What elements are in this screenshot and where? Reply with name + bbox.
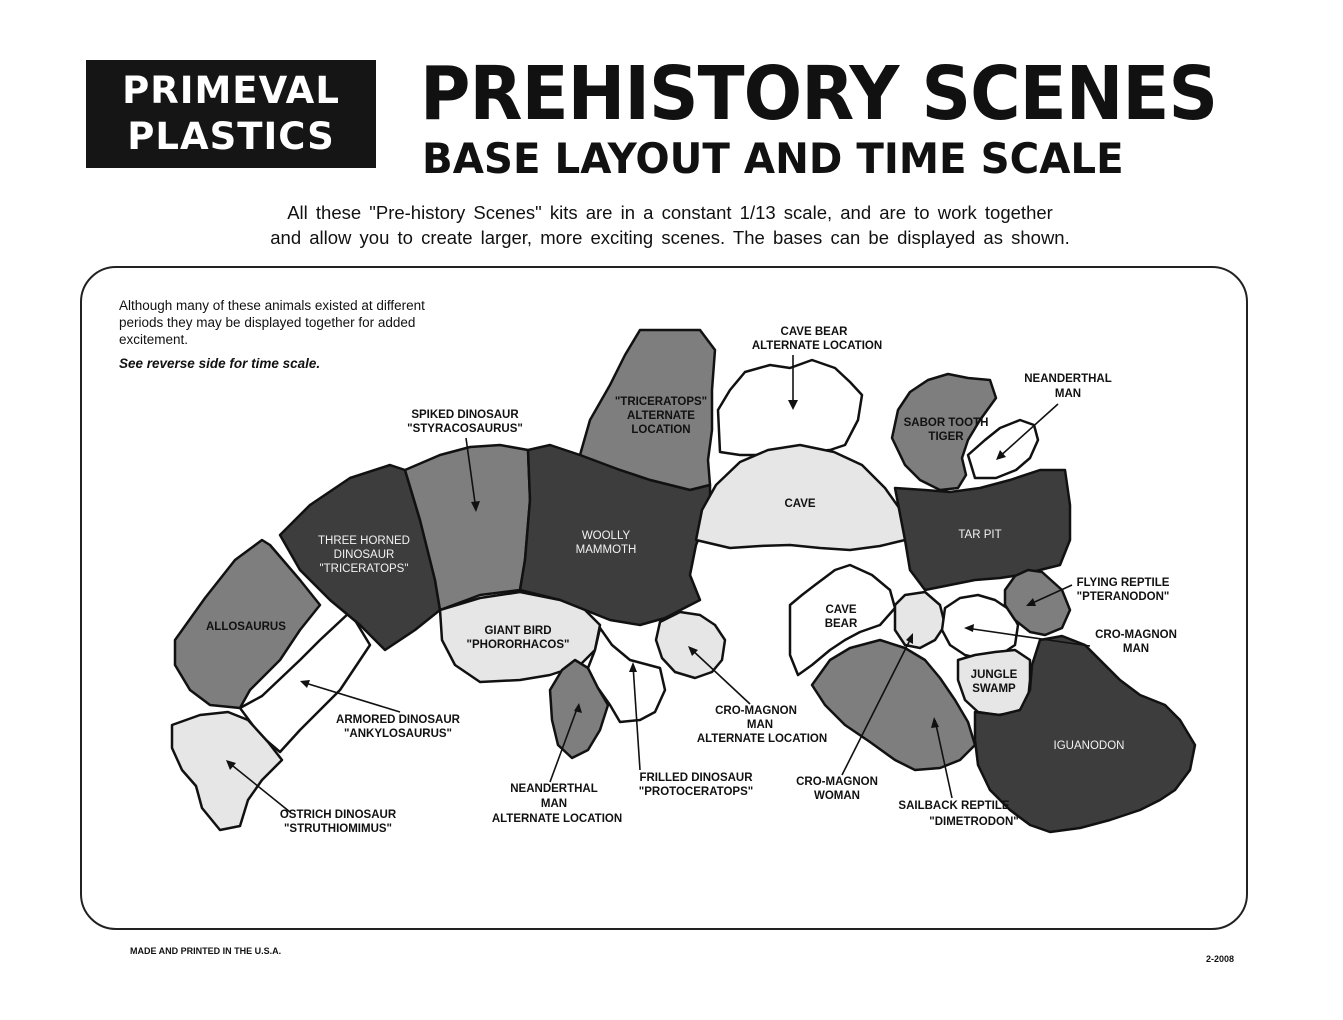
note-line-2: periods they may be displayed together for added: [119, 315, 416, 330]
callout-flying-reptile-1: FLYING REPTILE: [1076, 577, 1170, 589]
page-subtitle: BASE LAYOUT AND TIME SCALE: [422, 134, 1124, 183]
callout-flying-reptile-2: "PTERANODON": [1076, 591, 1170, 603]
label-triceratops-alt-3: LOCATION: [631, 424, 691, 436]
note-emphasis: See reverse side for time scale.: [119, 356, 321, 371]
callout-neanderthal-alt-2: MAN: [540, 798, 568, 810]
callout-cave-bear-alt-1: CAVE BEAR: [780, 326, 848, 338]
label-sabor-tooth-1: SABOR TOOTH: [903, 417, 989, 429]
intro-line-2: and allow you to create larger, more exciting scenes. The bases can be displayed as shown.: [270, 227, 1070, 248]
cave-bear-alt-piece: [718, 360, 862, 455]
note-line-1: Although many of these animals existed at different: [119, 298, 425, 313]
callout-spiked-2: "STYRACOSAURUS": [407, 423, 523, 435]
callout-neanderthal-1: NEANDERTHAL: [1024, 373, 1112, 385]
label-iguanodon: IGUANODON: [1053, 740, 1125, 752]
callout-cro-magnon-woman-2: WOMAN: [814, 790, 860, 802]
callout-cro-magnon-man-1: CRO-MAGNON: [1095, 629, 1177, 641]
callout-sailback-2: "DIMETRODON": [929, 816, 1019, 828]
cro-magnon-woman-piece: [895, 592, 945, 648]
callout-neanderthal-alt-3: ALTERNATE LOCATION: [491, 813, 623, 825]
label-giant-bird-1: GIANT BIRD: [484, 625, 552, 637]
callout-armored-1: ARMORED DINOSAUR: [336, 714, 460, 726]
callout-cro-magnon-alt-2: MAN: [746, 719, 774, 731]
intro-line-1: All these "Pre-history Scenes" kits are in a constant 1/13 scale, and are to work together: [287, 202, 1053, 223]
callout-neanderthal-alt-1: NEANDERTHAL: [510, 783, 598, 795]
callout-spiked-1: SPIKED DINOSAUR: [411, 409, 519, 421]
label-jungle-swamp-1: JUNGLE: [970, 669, 1018, 681]
callout-cave-bear-alt-2: ALTERNATE LOCATION: [751, 340, 883, 352]
callout-cro-magnon-alt-1: CRO-MAGNON: [715, 705, 797, 717]
label-jungle-swamp-2: SWAMP: [972, 683, 1016, 695]
label-allosaurus: ALLOSAURUS: [206, 621, 286, 633]
label-cave-bear-2: BEAR: [824, 618, 858, 630]
callout-cro-magnon-alt-3: ALTERNATE LOCATION: [696, 733, 828, 745]
callout-ostrich-1: OSTRICH DINOSAUR: [279, 809, 397, 821]
callout-sailback-1: SAILBACK REPTILE: [898, 800, 1010, 812]
label-triceratops-3: "TRICERATOPS": [319, 563, 409, 575]
footer-date-code: 2-2008: [1206, 954, 1235, 964]
callout-cro-magnon-woman-1: CRO-MAGNON: [796, 776, 878, 788]
dimetrodon-piece: [812, 640, 975, 770]
callout-cro-magnon-man-2: MAN: [1122, 643, 1150, 655]
label-cave-bear-1: CAVE: [825, 604, 857, 616]
callout-frilled-2: "PROTOCERATOPS": [638, 786, 754, 798]
footer-made-in: MADE AND PRINTED IN THE U.S.A.: [130, 946, 282, 956]
callout-neanderthal-2: MAN: [1054, 388, 1082, 400]
callout-frilled-1: FRILLED DINOSAUR: [639, 772, 753, 784]
logo-line-1: PRIMEVAL: [122, 69, 340, 112]
note-line-3: excitement.: [119, 332, 189, 347]
label-tar-pit: TAR PIT: [958, 529, 1002, 541]
cro-magnon-alt-piece: [656, 612, 725, 678]
logo-line-2: PLASTICS: [127, 115, 335, 158]
label-mammoth-2: MAMMOTH: [575, 544, 637, 556]
label-giant-bird-2: "PHORORHACOS": [466, 639, 570, 651]
label-triceratops-1: THREE HORNED: [317, 535, 411, 547]
label-sabor-tooth-2: TIGER: [928, 431, 964, 443]
label-cave: CAVE: [784, 498, 816, 510]
page-title: PREHISTORY SCENES: [420, 51, 1218, 137]
label-triceratops-alt-2: ALTERNATE: [627, 410, 695, 422]
label-triceratops-alt-1: "TRICERATOPS": [614, 396, 708, 408]
label-mammoth-1: WOOLLY: [581, 530, 631, 542]
callout-ostrich-2: "STRUTHIOMIMUS": [283, 823, 393, 835]
label-triceratops-2: DINOSAUR: [333, 549, 395, 561]
callout-armored-2: "ANKYLOSAURUS": [343, 728, 453, 740]
